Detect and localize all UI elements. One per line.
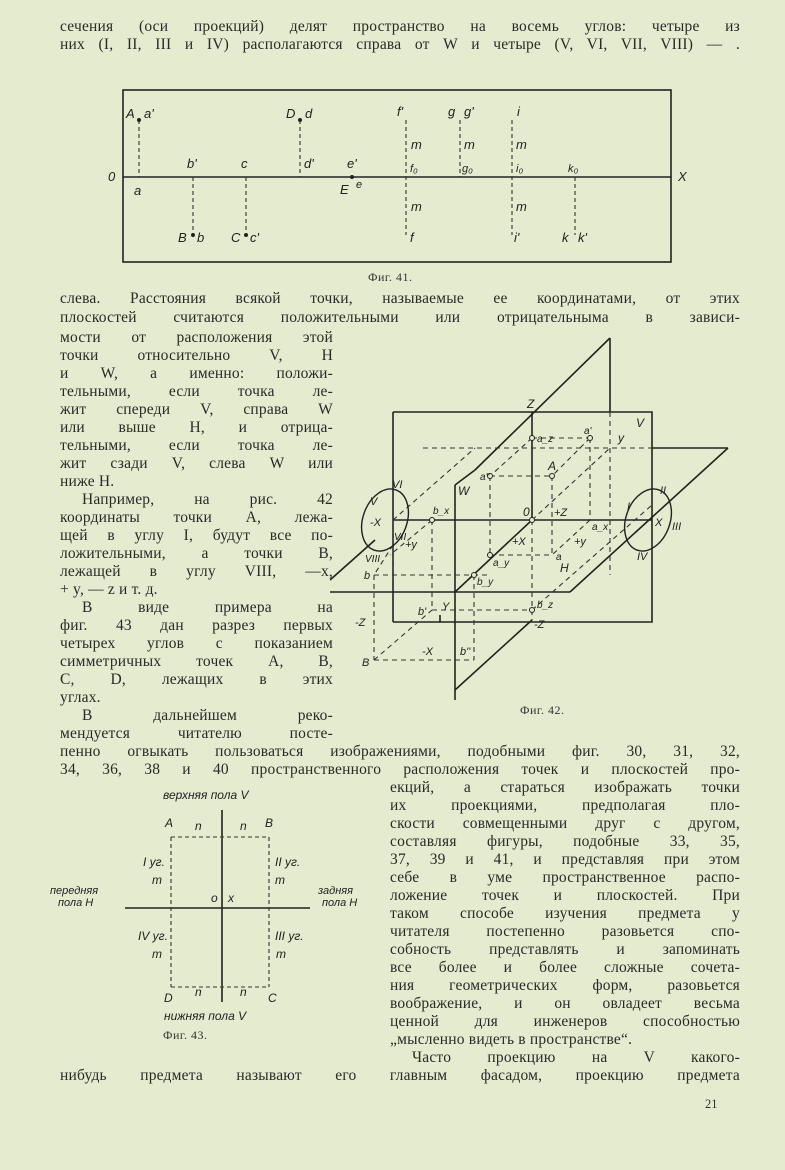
text-line: воображение, и он овладеет весьма [390,995,740,1012]
svg-text:B: B [178,230,187,245]
svg-text:Y: Y [442,601,450,613]
svg-text:c': c' [250,230,259,245]
svg-text:b: b [197,230,205,245]
page-number: 21 [705,1097,718,1111]
text-line: жит сзади V, слева W или [60,455,333,472]
text-line: ложение точек и плоскостей. При [390,887,740,904]
svg-text:k': k' [578,230,587,245]
svg-text:m: m [276,947,286,961]
text-line: их проекциями, предполагая пло- [390,797,740,814]
svg-text:A: A [126,106,135,121]
svg-text:D: D [164,991,173,1005]
text-line: жит спереди V, справа W [60,401,333,418]
svg-text:b'': b'' [460,646,471,658]
svg-text:a_x: a_x [592,522,609,533]
svg-text:c: c [241,156,248,171]
svg-text:IV: IV [637,551,648,563]
svg-text:a': a' [584,426,592,437]
text-line: 37, 39 и 41, и представляя при этом [390,851,740,868]
svg-text:i₀: i₀ [516,163,524,175]
text-line: 34, 36, 38 и 40 пространственного расположения точек и плоскостей про- [60,761,740,778]
svg-text:b_x: b_x [433,506,450,517]
svg-text:C: C [231,230,241,245]
svg-text:d': d' [304,156,314,171]
svg-text:a: a [556,552,562,563]
text-line: мендуется читателю посте- [60,725,333,742]
svg-text:пола H: пола H [322,897,358,909]
svg-text:D: D [286,106,296,121]
svg-text:II уг.: II уг. [275,855,301,869]
text-line: екций, а стараться изображать точки [390,779,740,796]
svg-text:H: H [560,561,569,575]
text-line: тельными, если точка ле- [60,383,333,400]
text-line: В дальнейшем реко- [82,707,333,724]
svg-text:II: II [660,485,667,497]
svg-text:b': b' [418,606,427,618]
svg-text:b': b' [187,156,197,171]
text-line: В виде примера на [82,599,333,616]
text-line: мости от расположения этой [60,329,333,346]
text-line: скости совмещенными друг с другом, [390,815,740,832]
svg-text:нижняя пола V: нижняя пола V [164,1009,247,1023]
svg-text:f': f' [397,104,404,119]
svg-text:g₀: g₀ [462,163,473,175]
text-line: все более и более сложные сочета- [390,959,740,976]
svg-text:-Z: -Z [355,617,366,629]
figure-42-octants-3d [330,330,750,700]
svg-text:g: g [448,104,456,119]
svg-text:m: m [152,873,162,887]
svg-text:d: d [305,106,313,121]
text-line: щей в углу I, будут все по- [60,527,333,544]
svg-text:b_y: b_y [477,577,494,588]
svg-text:VIII: VIII [365,554,381,565]
figure-42-caption: Фиг. 42. [520,703,565,717]
svg-text:a_y: a_y [493,558,510,569]
text-line: + y, — z и т. д. [60,581,158,598]
svg-text:III: III [672,521,682,533]
svg-text:I: I [627,501,631,513]
text-line: точки относительно V, H [60,347,333,364]
svg-text:e: e [356,179,363,191]
svg-text:+y: +y [405,539,417,551]
svg-text:y: y [618,431,624,445]
svg-text:b_z: b_z [537,600,554,611]
svg-text:IV уг.: IV уг. [138,929,168,943]
text-line: таком способе изучения предмета у [390,905,740,922]
svg-text:n: n [195,819,202,833]
text-line: нибудь предмета называют его главным фасадом, проекцию предмета [60,1067,740,1084]
svg-text:f: f [410,230,414,245]
svg-text:B: B [265,816,274,830]
text-line: фиг. 43 дан разрез первых [60,617,333,634]
text-line: Часто проекцию на V какого- [412,1049,740,1066]
svg-text:-X: -X [370,517,381,529]
svg-text:E: E [340,182,349,197]
svg-text:e': e' [347,156,357,171]
svg-text:W: W [458,484,470,498]
svg-text:I уг.: I уг. [143,855,165,869]
svg-text:a'': a'' [480,472,490,483]
text-line: плоскостей считаются положительными или отрицательныма в зависи- [60,309,740,326]
svg-text:o: o [211,891,218,905]
svg-text:B: B [362,657,370,669]
text-line: лежащей в углу VIII, —x, [60,563,333,580]
svg-text:0: 0 [108,169,116,184]
svg-text:m: m [411,199,422,214]
text-line: ния геометрических форм, разовьется [390,977,740,994]
svg-text:x: x [228,891,234,905]
svg-text:m: m [275,873,285,887]
svg-text:+y: +y [574,536,586,548]
text-line: симметричных точек A, B, [60,653,333,670]
svg-text:i': i' [514,230,520,245]
text-line: „мысленно видеть в пространстве“. [390,1031,633,1048]
svg-text:-Z: -Z [534,619,545,631]
svg-text:X: X [678,169,687,184]
svg-text:A: A [165,816,174,830]
svg-text:b: b [364,570,371,582]
svg-text:V: V [370,496,378,508]
svg-text:n: n [240,819,247,833]
svg-text:a': a' [144,106,154,121]
figure-43-caption: Фиг. 43. [163,1028,208,1042]
text-line: собность представлять и запоминать [390,941,740,958]
figure-43-section-four-angles [40,780,360,1030]
figure-41-orthographic-points [100,80,700,270]
svg-text:задняя: задняя [318,885,353,897]
text-line: C, D, лежащих в этих [60,671,333,688]
svg-text:i: i [517,104,520,119]
text-line: Например, на рис. 42 [82,491,333,508]
text-line: углах. [60,689,101,706]
text-line: читателя постепенно разовьется спо- [390,923,740,940]
text-line: составляя фигуры, подобные 33, 35, [390,833,740,850]
svg-text:a: a [134,183,142,198]
text-line: ложительными, а точки B, [60,545,333,562]
svg-text:III уг.: III уг. [275,929,304,943]
svg-text:m: m [516,199,527,214]
svg-text:k₀: k₀ [568,163,579,175]
svg-text:пола H: пола H [58,897,94,909]
svg-text:g': g' [464,104,474,119]
svg-text:m: m [152,947,162,961]
svg-text:a_z: a_z [537,434,554,445]
text-line: тельными, если точка ле- [60,437,333,454]
svg-text:Z: Z [527,397,535,411]
text-line: координаты точки A, лежа- [60,509,333,526]
svg-text:+X: +X [512,536,526,548]
svg-text:m: m [516,137,527,152]
text-line: четырех углов с показанием [60,635,333,652]
svg-text:VI: VI [392,479,403,491]
svg-text:V: V [636,416,645,430]
svg-text:верхняя пола V: верхняя пола V [163,788,249,802]
text-line: или выше H, и отрица- [60,419,333,436]
text-line: слева. Расстояния всякой точки, называемые ее координатами, от этих [60,290,740,307]
text-line: сечения (оси проекций) делят пространство на восемь углов: четыре из [60,18,740,35]
text-line: себе в уме пространственное распо- [390,869,740,886]
svg-text:VII: VII [394,532,407,543]
svg-text:m: m [464,137,475,152]
figure-41-caption: Фиг. 41. [368,270,413,284]
svg-text:-X: -X [422,646,433,658]
text-line: ценной для инженеров способностью [390,1013,740,1030]
svg-text:C: C [268,991,277,1005]
svg-text:n: n [240,985,247,999]
text-line: ниже H. [60,473,115,490]
svg-text:+Z: +Z [554,507,568,519]
svg-text:k: k [562,230,569,245]
svg-text:X: X [655,517,663,529]
svg-text:передняя: передняя [50,885,99,897]
text-line: них (I, II, III и IV) располагаются справа от W и четыре (V, VI, VII, VIII) — . [60,36,740,53]
text-line: и W, а именно: положи- [60,365,333,382]
svg-text:0: 0 [523,505,530,519]
svg-text:f₀: f₀ [410,163,418,175]
svg-text:n: n [195,985,202,999]
svg-text:m: m [411,137,422,152]
text-line: пенно огвыкать пользоваться изображениями, подобными фиг. 30, 31, 32, [60,743,740,760]
svg-text:A: A [548,459,557,473]
